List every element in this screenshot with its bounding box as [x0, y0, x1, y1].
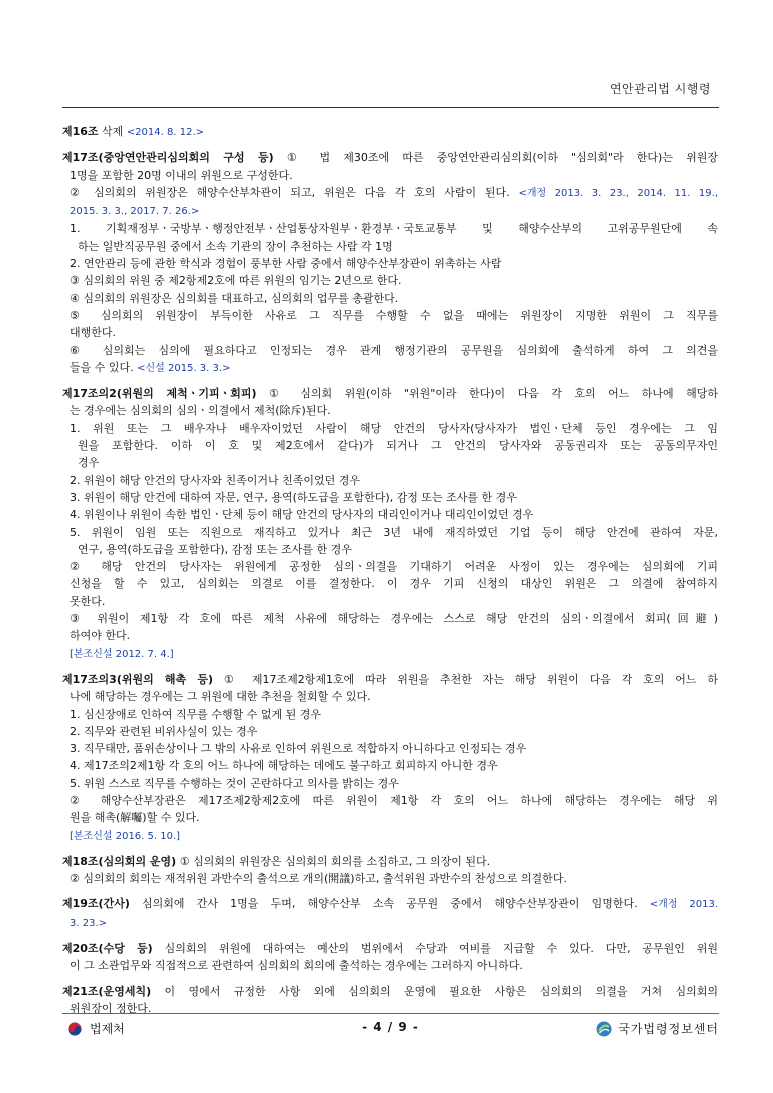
amendment-note: 3. 23.> [70, 917, 108, 929]
text-line [62, 575, 718, 592]
text-segment: ⑤ 심의회의 위원장이 부득이한 사유로 그 직무를 수행할 수 없을 때에는 위원장이 지명한 위원이 그 직무를 [70, 308, 718, 322]
text-line [62, 524, 718, 541]
text-segment: 2. 직무와 관련된 비위사실이 있는 경우 [70, 724, 258, 738]
footer-right [596, 1020, 719, 1037]
text-segment: ③ 심의회의 위원 중 제2항제2호에 따른 위원의 임기는 2년으로 한다. [70, 274, 402, 288]
text-line [62, 671, 718, 688]
text-line [62, 957, 718, 974]
article-heading: 제20조(수당 등) [62, 942, 153, 956]
article-spacer [62, 887, 718, 895]
text-line [62, 272, 718, 289]
text-segment: 3. 위원이 해당 안건에 대하여 자문, 연구, 용역(하도급을 포함한다), 감정 또는 조사를 한 경우 [70, 490, 517, 504]
page-footer [62, 1020, 719, 1040]
amendment-note: [본조신설 2012. 7. 4.] [70, 648, 174, 660]
article-block [62, 895, 718, 932]
article-block [62, 149, 718, 377]
text-line [62, 149, 718, 166]
article-block [62, 123, 718, 141]
text-segment: 들을 수 있다. [70, 360, 138, 374]
footer-center-label: 국가법령정보센터 [618, 1022, 719, 1036]
text-segment: 이 그 소관업무와 직접적으로 관련하여 심의회의 회의에 출석하는 경우에는 그러하지 아니하다. [70, 959, 523, 973]
article-block [62, 940, 718, 975]
amendment-note: <2014. 8. 12.> [126, 127, 204, 138]
text-line [62, 489, 718, 506]
text-line [62, 914, 718, 932]
text-line [62, 983, 718, 1000]
text-line [62, 255, 718, 272]
text-line [62, 723, 718, 740]
text-segment: 심의회에 간사 1명을 두며, 해양수산부 소속 공무원 중에서 해양수산부장관이 임명한다. [129, 897, 650, 911]
text-line [62, 184, 718, 202]
amendment-note: <개정 2013. [649, 899, 718, 911]
law-center-logo-icon [596, 1021, 612, 1037]
text-segment: 는 경우에는 심의회의 심의ㆍ의결에서 제척(除斥)된다. [70, 404, 331, 418]
article-heading: 제16조 [62, 125, 99, 138]
text-line [62, 775, 718, 792]
text-line [62, 202, 718, 220]
article-block [62, 385, 718, 663]
text-segment: 1명을 포함한 20명 이내의 위원으로 구성한다. [70, 168, 293, 182]
text-segment: ③ 위원이 제1항 각 호에 따른 제척 사유에 해당하는 경우에는 스스로 해당 안건의 심의ㆍ의결에서 회피(回避) [70, 612, 718, 626]
text-line [62, 940, 718, 957]
article-heading: 제21조(운영세칙) [62, 984, 152, 998]
text-segment: ② 해양수산부장관은 제17조제2항제2호에 따른 위원이 제1항 각 호의 어느 하나에 해당하는 경우에는 해당 위 [70, 793, 718, 807]
text-line [62, 593, 718, 610]
article-spacer [62, 377, 718, 385]
text-segment: ① 법 제30조에 따른 중앙연안관리심의회(이하 "심의회"라 한다)는 위원장 [273, 151, 718, 165]
text-line [62, 506, 718, 523]
amendment-note: <신설 2015. 3. 3.> [137, 362, 231, 374]
text-segment: 삭제 [98, 125, 127, 138]
text-segment: 못한다. [70, 594, 106, 608]
text-segment: ① 심의회 위원(이하 "위원"이라 한다)이 다음 각 호의 어느 하나에 해당하 [256, 387, 718, 401]
text-segment: 원을 포함한다. 이하 이 호 및 제2호에서 같다)가 되거나 그 안건의 당사자와 공동권리자 또는 공동의무자인 [78, 439, 718, 453]
text-line [62, 402, 718, 419]
text-segment: 4. 제17조의2제1항 각 호의 어느 하나에 해당하는 데에도 불구하고 회피하지 아니한 경우 [70, 759, 498, 773]
text-segment: 2. 연안관리 등에 관한 학식과 경험이 풍부한 사람 중에서 해양수산부장관이 위촉하는 사람 [70, 257, 502, 271]
text-segment: 1. 위원 또는 그 배우자나 배우자이었던 사람이 해당 안건의 당사자(당사자가 법인ㆍ단체 등인 경우에는 그 임 [70, 421, 718, 435]
document-header-title: 연안관리법 시행령 [609, 82, 711, 96]
text-line [62, 895, 718, 913]
text-line [62, 757, 718, 774]
footer-source-label: 법제처 [90, 1022, 125, 1036]
article-heading: 제17조의2(위원의 제척ㆍ기피ㆍ회피) [62, 387, 257, 401]
text-line [62, 454, 718, 471]
text-segment: ② 심의회의 회의는 재적위원 과반수의 출석으로 개의(開議)하고, 출석위원 과반수의 찬성으로 의결한다. [70, 872, 567, 886]
article-spacer [62, 932, 718, 940]
text-line [62, 420, 718, 437]
text-line [62, 324, 718, 341]
article-spacer [62, 845, 718, 853]
article-heading: 제17조(중앙연안관리심의회의 구성 등) [62, 151, 274, 165]
text-segment: ② 해당 안건의 당사자는 위원에게 공정한 심의ㆍ의결을 기대하기 어려운 사정이 있는 경우에는 심의회에 기피 [70, 560, 718, 574]
article-heading: 제17조의3(위원의 해촉 등) [62, 672, 214, 686]
text-segment: ⑥ 심의회는 심의에 필요하다고 인정되는 경우 관계 행정기관의 공무원을 심의회에 출석하게 하여 그 의견을 [70, 343, 718, 357]
text-line [62, 706, 718, 723]
text-line [62, 385, 718, 402]
article-spacer [62, 975, 718, 983]
text-line [62, 740, 718, 757]
text-line [62, 238, 718, 255]
text-line [62, 688, 718, 705]
text-segment: 5. 위원이 임원 또는 직원으로 재직하고 있거나 최근 3년 내에 재직하였던 기업 등이 해당 안건에 관하여 자문, [70, 525, 718, 539]
text-line [62, 541, 718, 558]
text-line [62, 123, 718, 141]
text-line [62, 792, 718, 809]
text-segment: 경우 [78, 456, 100, 470]
text-segment: ① 심의회의 위원장은 심의회의 회의를 소집하고, 그 의장이 된다. [176, 854, 491, 868]
article-heading: 제19조(간사) [62, 897, 130, 911]
text-segment: 하는 일반직공무원 중에서 소속 기관의 장이 추천하는 사람 각 1명 [78, 239, 393, 253]
article-block [62, 853, 718, 888]
text-line [62, 342, 718, 359]
text-line [62, 645, 718, 663]
footer-divider [62, 1013, 719, 1014]
text-segment: ② 심의회의 위원장은 해양수산부차관이 되고, 위원은 다음 각 호의 사람이 된다. [70, 185, 519, 199]
text-segment: 위원장이 정한다. [70, 1001, 152, 1015]
text-line [62, 472, 718, 489]
text-line [62, 307, 718, 324]
text-line [62, 220, 718, 237]
text-segment: 나에 해당하는 경우에는 그 위원에 대한 추천을 철회할 수 있다. [70, 690, 371, 704]
text-segment: 원을 해촉(解囑)할 수 있다. [70, 811, 200, 825]
text-line [62, 290, 718, 307]
text-segment: 3. 직무태만, 품위손상이나 그 밖의 사유로 인하여 위원으로 적합하지 아니하다고 인정되는 경우 [70, 742, 527, 756]
header-divider [62, 107, 719, 108]
text-segment: 대행한다. [70, 326, 117, 340]
text-segment: 1. 심신장애로 인하여 직무를 수행할 수 없게 된 경우 [70, 707, 321, 721]
text-segment: 5. 위원 스스로 직무를 수행하는 것이 곤란하다고 의사를 밝히는 경우 [70, 776, 399, 790]
text-segment: ④ 심의회의 위원장은 심의회를 대표하고, 심의회의 업무를 총괄한다. [70, 291, 399, 305]
amendment-note: <개정 2013. 3. 23., 2014. 11. 19., [518, 187, 718, 199]
page-indicator: - 4 / 9 - [362, 1020, 419, 1034]
text-segment: ① 제17조제2항제1호에 따라 위원을 추천한 자는 해당 위원이 다음 각 호의 어느 하 [213, 672, 718, 686]
text-line [62, 167, 718, 184]
text-segment: 연구, 용역(하도급을 포함한다), 감정 또는 조사를 한 경우 [78, 542, 352, 556]
text-line [62, 610, 718, 627]
amendment-note: [본조신설 2016. 5. 10.] [70, 830, 181, 842]
amendment-note: 2015. 3. 3., 2017. 7. 26.> [70, 206, 200, 218]
article-heading: 제18조(심의회의 운영) [62, 854, 177, 868]
text-segment: 2. 위원이 해당 안건의 당사자와 친족이거나 친족이었던 경우 [70, 473, 360, 487]
text-line [62, 437, 718, 454]
article-block [62, 671, 718, 845]
text-segment: 1. 기획재정부ㆍ국방부ㆍ행정안전부ㆍ산업통상자원부ㆍ환경부ㆍ국토교통부 및 해양수산부의 고위공무원단에 속 [70, 222, 718, 236]
text-segment: 하여야 한다. [70, 629, 131, 643]
text-segment: 이 영에서 규정한 사항 외에 심의회의 운영에 필요한 사항은 심의회의 의결을 거쳐 심의회의 [151, 984, 718, 998]
text-segment: 신청을 할 수 있고, 심의회는 의결로 이를 결정한다. 이 경우 기피 신청의 대상인 위원은 그 의결에 참여하지 [70, 577, 718, 591]
text-line [62, 1000, 718, 1017]
text-segment: 4. 위원이나 위원이 속한 법인ㆍ단체 등이 해당 안건의 당사자의 대리인이거나 대리인이었던 경우 [70, 508, 534, 522]
text-line [62, 359, 718, 377]
text-segment: 심의회의 위원에 대하여는 예산의 범위에서 수당과 여비를 지급할 수 있다. 다만, 공무원인 위원 [152, 942, 719, 956]
text-line [62, 853, 718, 870]
article-spacer [62, 141, 718, 149]
text-line [62, 870, 718, 887]
article-spacer [62, 663, 718, 671]
text-line [62, 558, 718, 575]
document-body [62, 123, 718, 1017]
text-line [62, 827, 718, 845]
text-line [62, 809, 718, 826]
text-line [62, 627, 718, 644]
